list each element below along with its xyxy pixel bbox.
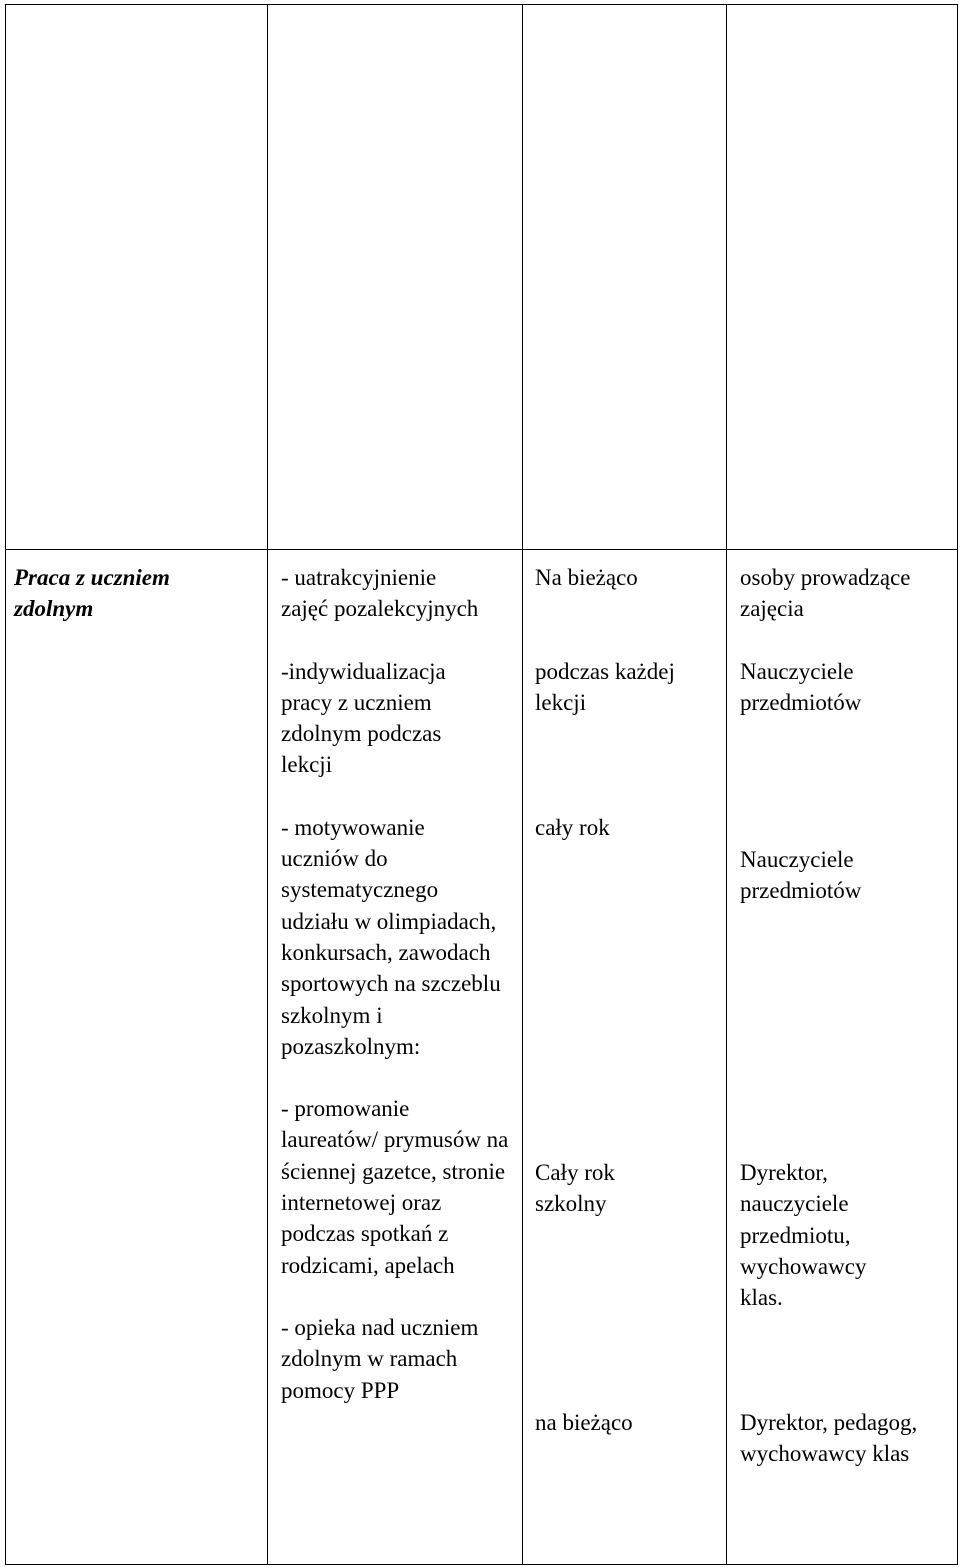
timing-item-3: cały rok [535,815,610,840]
responsible-item-3: Nauczyciele przedmiotów [740,847,862,904]
activity-item-1: - uatrakcyjnienie zajęć pozalekcyjnych [281,565,479,622]
table-row-divider [5,549,958,550]
table-border-right [957,4,958,1565]
activity-item-5: - opieka nad uczniem zdolnym w ramach pomocy PPP [281,1314,479,1403]
section-title-cell [14,562,259,625]
responsible-item-2: Nauczyciele przedmiotów [740,659,862,716]
timing-item-2: podczas każdej lekcji [535,659,675,716]
section-title: Praca z uczniem zdolnym [14,565,170,622]
table-border-bottom [5,1564,958,1565]
table-border-top [5,4,958,5]
timing-item-5: na bieżąco [535,1410,633,1435]
table-border-left [5,4,6,1565]
activity-item-3: - motywowanie uczniów do systematycznego udziału w olimpiadach, konkursach, zawodach sportowych na szczeblu szkolnym i pozaszkolnym: [281,814,501,1059]
timing-item-4: Cały rok szkolny [535,1160,615,1217]
responsible-item-5: Dyrektor, pedagog, wychowawcy klas [740,1410,918,1467]
activities-cell [281,562,517,1406]
responsible-item-4: Dyrektor, nauczyciele przedmiotu, wychowawcy klas. [740,1160,867,1311]
responsible-item-1: osoby prowadzące zajęcia [740,565,911,622]
table-col-divider-3 [726,4,727,1565]
activity-item-4: - promowanie laureatów/ prymusów na ściennej gazetce, stronie internetowej oraz podczas spotkań z rodzicami, apelach [281,1096,509,1278]
table-col-divider-1 [267,4,268,1565]
table-col-divider-2 [522,4,523,1565]
timing-item-1: Na bieżąco [535,565,638,590]
activity-item-2: -indywidualizacja pracy z uczniem zdolnym podczas lekcji [281,658,446,778]
